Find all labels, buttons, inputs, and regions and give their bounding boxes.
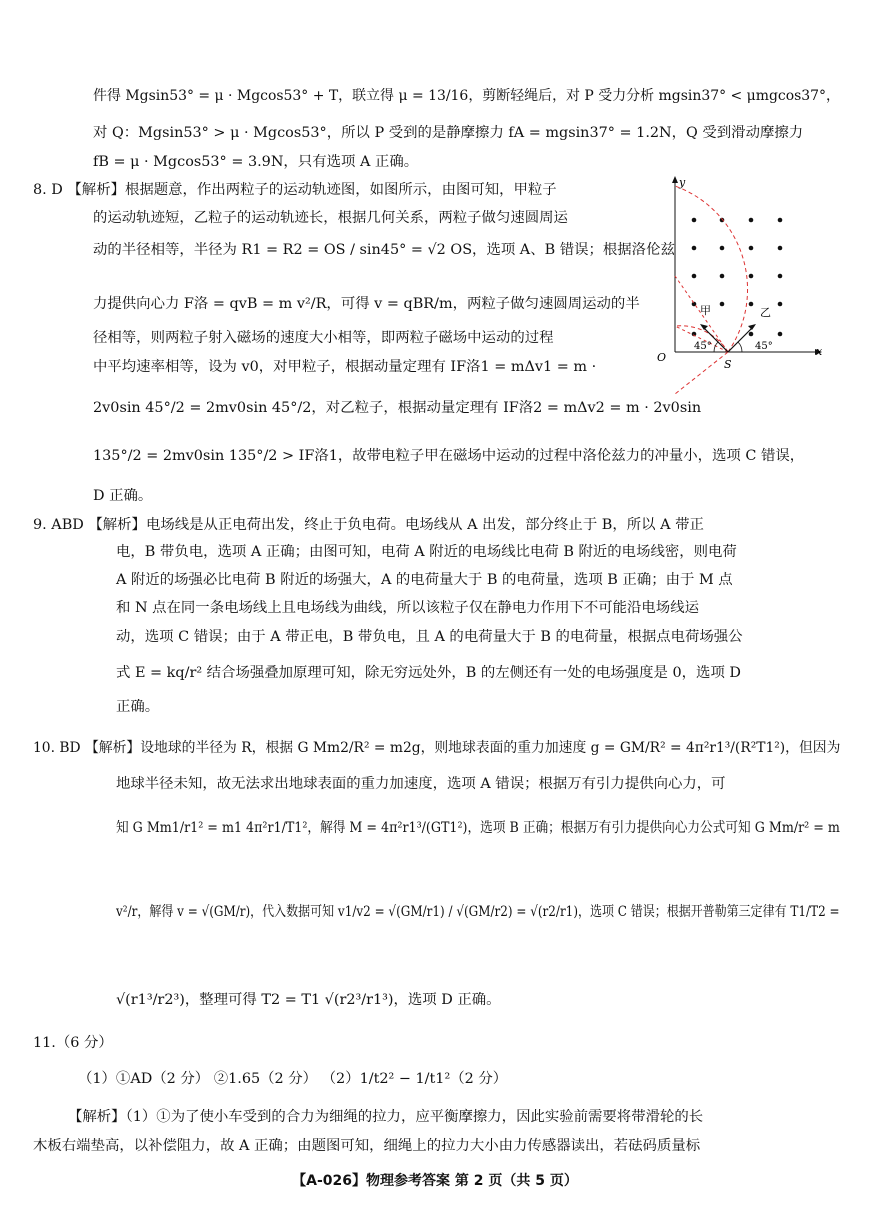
text-line: v²/r，解得 v = √(GM/r)，代入数据可知 v1/v2 = √(GM/r1) / √(GM/r2) = √(r2/r1)，选项 C 错误；根据开普勒第三定律有 T1/T2 = [116,904,840,920]
text-line: fB = μ · Mgcos53° = 3.9N，只有选项 A 正确。 [93,154,419,170]
text-line: 力提供向心力 F洛 = qvB = m v²/R，可得 v = qBR/m，两粒子做匀速圆周运动的半 [93,296,640,312]
trajectory-yi-lower [675,352,728,394]
text-line: 2v0sin 45°/2 = 2mv0sin 45°/2，对乙粒子，根据动量定理有 IF洛2 = mΔv2 = m · 2v0sin [93,400,702,416]
angle-left-label: 45° [694,341,712,352]
text-line: 8. D 【解析】根据题意，作出两粒子的运动轨迹图，如图所示，由图可知，甲粒子 [33,182,557,198]
arrowhead-icon [748,324,756,330]
text-line: 135°/2 = 2mv0sin 135°/2 > IF洛1，故带电粒子甲在磁场中运动的过程中洛伦兹力的冲量小，选项 C 错误， [93,448,805,464]
text-line: 和 N 点在同一条电场线上且电场线为曲线，所以该粒子仅在静电力作用下不可能沿电场线运 [116,600,699,616]
y-axis-arrow [672,176,678,183]
text-line: A 附近的场强必比电荷 B 附近的场强大，A 的电荷量大于 B 的电荷量，选项 B 正确；由于 M 点 [116,572,733,588]
text-line: 动的半径相等，半径为 R1 = R2 = OS / sin45° = √2 OS，选项 A、B 错误；根据洛伦兹 [93,242,675,258]
page-footer: 【A-026】物理参考答案 第 2 页（共 5 页） [292,1173,578,1189]
y-axis-label: y [679,176,686,189]
arrowhead-icon [700,324,708,330]
text-line: 动，选项 C 错误；由于 A 带正电，B 带负电，且 A 的电荷量大于 B 的电荷量，根据点电荷场强公 [116,629,743,645]
text-line: （1）①AD（2 分） ②1.65（2 分） （2）1/t2² − 1/t1²（2 分） [78,1071,508,1087]
trajectory-figure [650,172,830,397]
text-line: 地球半径未知，故无法求出地球表面的重力加速度，选项 A 错误；根据万有引力提供向心力，可 [116,776,726,792]
text-line: 知 G Mm1/r1² = m1 4π²r1/T1²，解得 M = 4π²r1³/(GT1²)，选项 B 正确；根据万有引力提供向心力公式可知 G Mm/r² = m [116,820,840,836]
angle-arc-left [714,342,718,352]
point-s-label: S [724,358,732,371]
text-line: D 正确。 [93,488,153,504]
text-line: 10. BD 【解析】设地球的半径为 R，根据 G Mm2/R² = m2g，则地球表面的重力加速度 g = GM/R² = 4π²r1³/(R²T1²)，但因为 [33,740,841,756]
text-line: 式 E = kq/r² 结合场强叠加原理可知，除无穷远处外，B 的左侧还有一处的电场强度是 0，选项 D [116,665,741,681]
text-line: 木板右端垫高，以补偿阻力，故 A 正确；由题图可知，细绳上的拉力大小由力传感器读出，若砝码质量标 [33,1138,701,1154]
label-yi: 乙 [760,306,771,319]
text-line: 【解析】（1）①为了使小车受到的合力为细绳的拉力，应平衡摩擦力，因此实验前需要将带滑轮的长 [68,1109,704,1125]
origin-label: O [657,351,667,364]
text-line: 9. ABD 【解析】电场线是从正电荷出发，终止于负电荷。电场线从 A 出发，部分终止于 B，所以 A 带正 [33,517,704,533]
text-line: 正确。 [116,699,160,715]
label-jia: 甲 [700,304,711,317]
text-line: 径相等，则两粒子射入磁场的速度大小相等，即两粒子磁场中运动的过程 [93,330,554,346]
text-line: 电，B 带负电，选项 A 正确；由图可知，电荷 A 附近的电场线比电荷 B 附近的电场线密，则电荷 [116,544,737,560]
text-line: 对 Q：Mgsin53° > μ · Mgcos53°，所以 P 受到的是静摩擦力 fA = mgsin37° = 1.2N，Q 受到滑动摩擦力 [93,125,804,141]
trajectory-yi-upper [675,186,748,352]
text-line: 的运动轨迹短，乙粒子的运动轨迹长，根据几何关系，两粒子做匀速圆周运 [93,210,568,226]
text-line: 中平均速率相等，设为 v0，对甲粒子，根据动量定理有 IF洛1 = mΔv1 = m · [93,359,597,375]
angle-arc-right [738,342,742,352]
text-line: √(r1³/r2³)，整理可得 T2 = T1 √(r2³/r1³)，选项 D 正确。 [116,992,501,1008]
velocity-yi-arrow [728,326,754,352]
text-line: 11.（6 分） [33,1035,113,1051]
text-line: 件得 Mgsin53° = μ · Mgcos53° + T，联立得 μ = 13/16，剪断轻绳后，对 P 受力分析 mgsin37° < μmgcos37°， [93,88,841,104]
angle-right-label: 45° [755,341,773,352]
x-axis-label: x [816,345,823,358]
